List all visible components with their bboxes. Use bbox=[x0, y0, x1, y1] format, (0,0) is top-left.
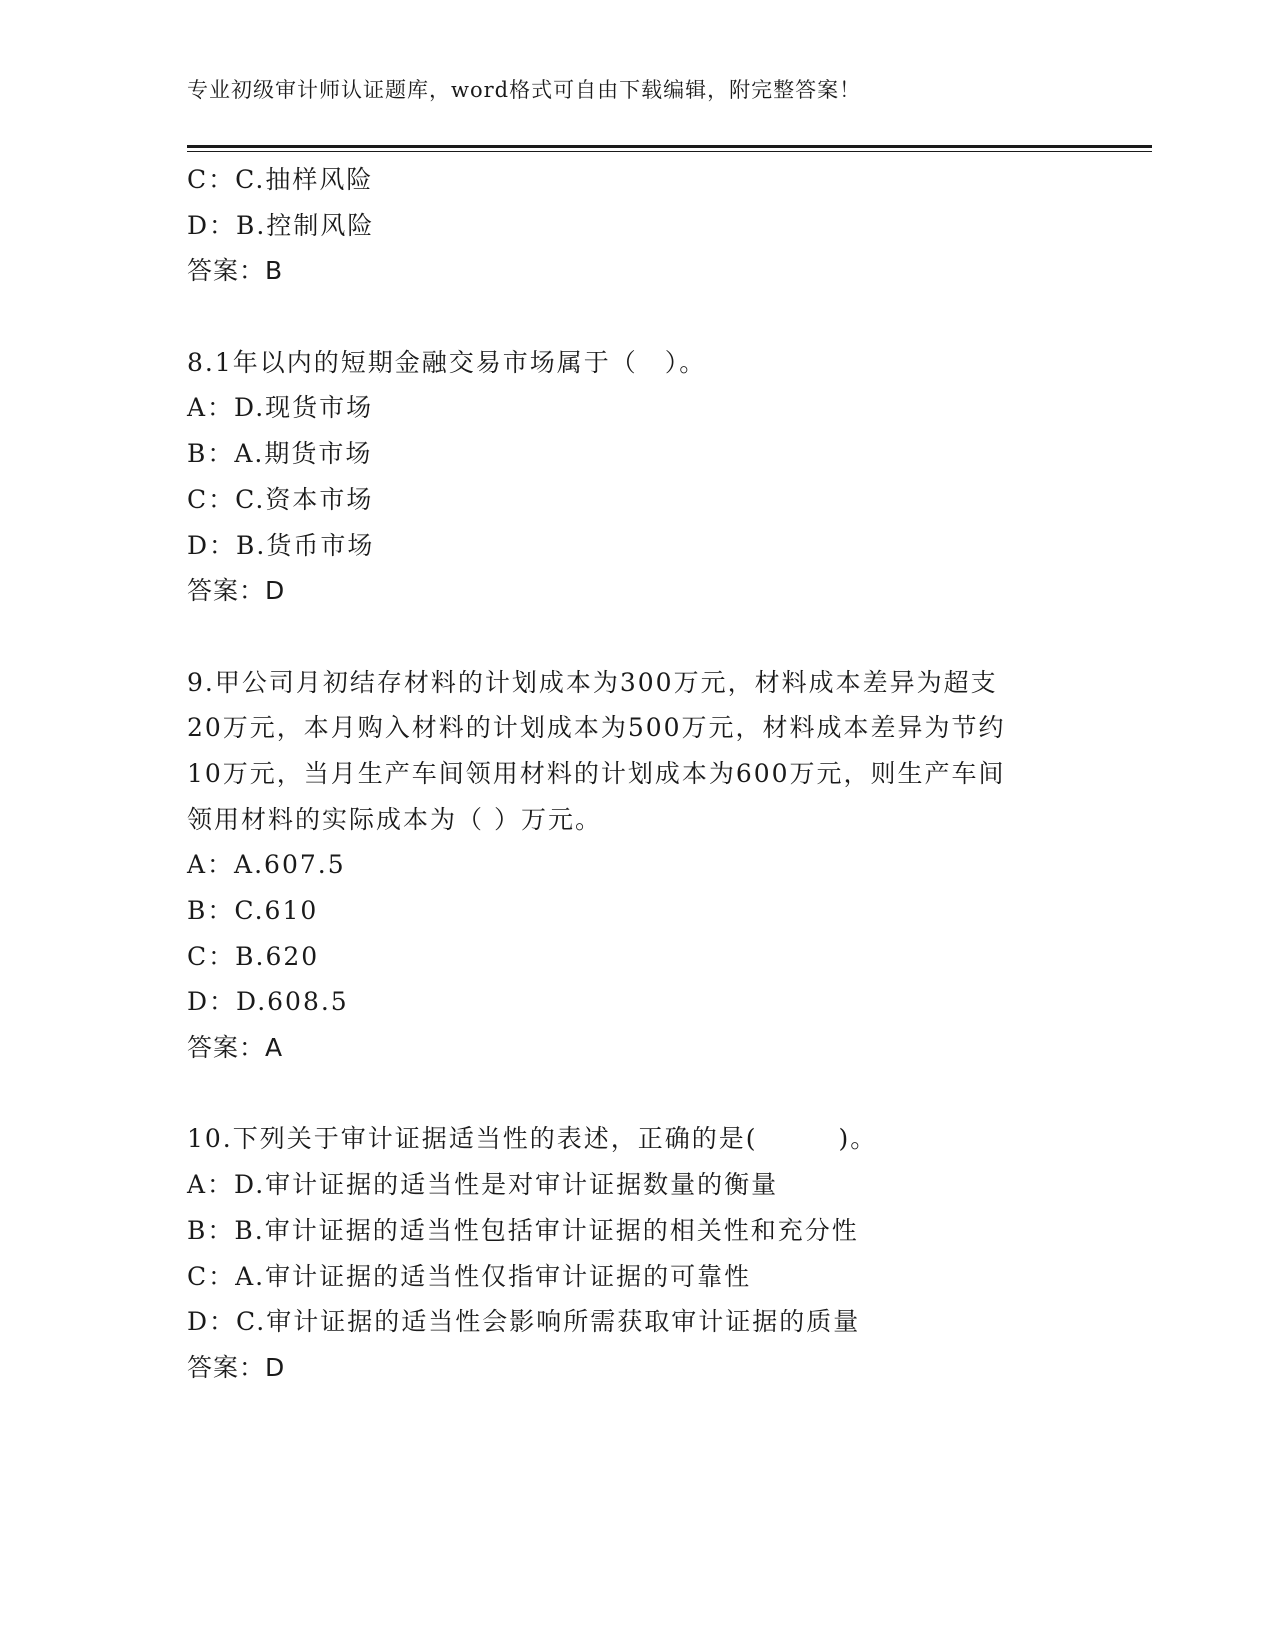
question-stem: 10.下列关于审计证据适当性的表述，正确的是( )。 bbox=[187, 1124, 878, 1154]
question-10 bbox=[187, 1116, 1087, 1390]
option-c: C：C.抽样风险 bbox=[187, 165, 374, 194]
option-b: B：B.审计证据的适当性包括审计证据的相关性和充分性 bbox=[187, 1215, 859, 1245]
option-b: B：C.610 bbox=[187, 896, 319, 925]
page-header: 专业初级审计师认证题库，word格式可自由下载编辑，附完整答案！ bbox=[187, 78, 862, 102]
question-stem: 9.甲公司月初结存材料的计划成本为300万元，材料成本差异为超支 bbox=[187, 667, 998, 697]
question-8 bbox=[187, 340, 1087, 614]
option-b: B：A.期货市场 bbox=[187, 439, 373, 469]
question-stem: 8.1年以内的短期金融交易市场属于（ ）。 bbox=[187, 347, 707, 377]
answer-line: 答案：B bbox=[187, 256, 284, 286]
option-d: D：B.货币市场 bbox=[187, 530, 375, 560]
question-stem: 10万元，当月生产车间领用材料的计划成本为600万元，则生产车间 bbox=[187, 758, 1006, 788]
question-7-tail bbox=[187, 157, 1087, 294]
question-content bbox=[187, 157, 1087, 1391]
option-c: C：B.620 bbox=[187, 941, 320, 971]
question-9 bbox=[187, 660, 1087, 1071]
option-d: D：C.审计证据的适当性会影响所需获取审计证据的质量 bbox=[187, 1307, 861, 1337]
option-c: C：A.审计证据的适当性仅指审计证据的可靠性 bbox=[187, 1261, 752, 1291]
option-a: A：D.审计证据的适当性是对审计证据数量的衡量 bbox=[187, 1170, 779, 1200]
question-stem: 20万元，本月购入材料的计划成本为500万元，材料成本差异为节约 bbox=[187, 713, 1006, 743]
spacer bbox=[187, 294, 1087, 340]
answer-line: 答案：A bbox=[187, 1033, 284, 1063]
spacer bbox=[187, 1071, 1087, 1117]
header-rule-thin bbox=[187, 151, 1152, 152]
option-a: A：A.607.5 bbox=[187, 850, 346, 880]
option-d: D：B.控制风险 bbox=[187, 210, 375, 240]
answer-line: 答案：D bbox=[187, 576, 286, 606]
option-c: C：C.资本市场 bbox=[187, 484, 374, 514]
question-stem: 领用材料的实际成本为（ ）万元。 bbox=[187, 804, 602, 834]
spacer bbox=[187, 614, 1087, 660]
answer-line: 答案：D bbox=[187, 1352, 286, 1382]
header-rule-thick bbox=[187, 145, 1152, 148]
option-a: A：D.现货市场 bbox=[187, 393, 374, 423]
option-d: D：D.608.5 bbox=[187, 987, 349, 1017]
